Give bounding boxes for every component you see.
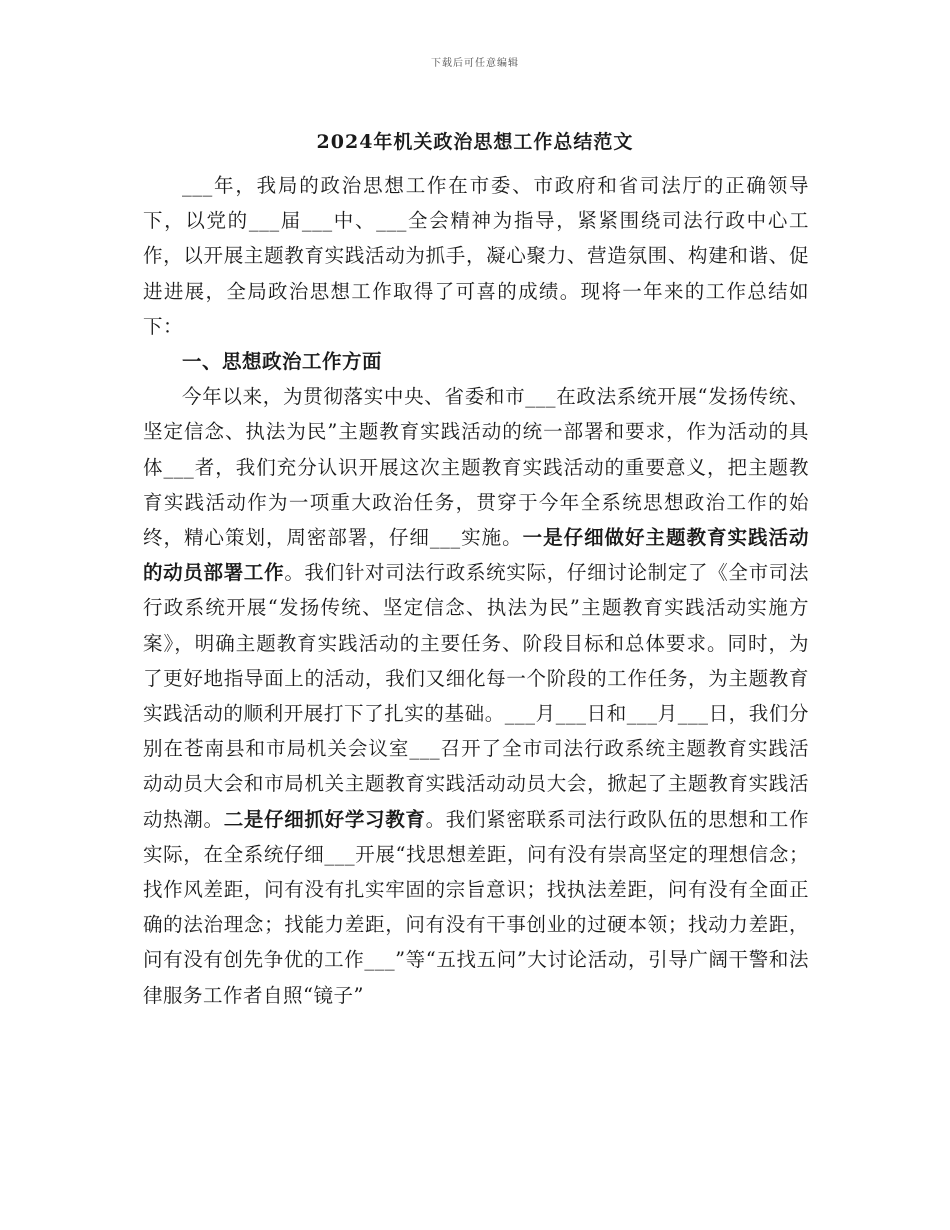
paragraph-text: 。我们紧密联系司法行政队伍的思想和工作实际，在全系统仔细___开展“找思想差距，问有没有崇高坚定的理想信念；找作风差距，问有没有扎实牢固的宗旨意识；找执法差距，问有没有全面正确的法治理念；找能力差距，问有没有干事创业的过硬本领；找动力差距，问有没有创先争优的工作___”等“五找五问”大讨论活动，引导广阔干警和法律服务工作者自照“镜子” <box>143 807 809 1007</box>
bold-point-two: 二是仔细抓好学习教育 <box>223 807 426 831</box>
document-body <box>143 168 809 1013</box>
paragraph-text: 。我们针对司法行政系统实际，仔细讨论制定了《全市司法行政系统开展“发扬传统、坚定信念、执法为民”主题教育实践活动实施方案》，明确主题教育实践活动的主要任务、阶段目标和总体要求。同时，为了更好地指导面上的活动，我们又细化每一个阶段的工作任务，为主题教育实践活动的顺利开展打下了扎实的基础。___月___日和___月___日，我们分别在苍南县和市局机关会议室___召开了全市司法行政系统主题教育实践活动动员大会和市局机关主题教育实践活动动员大会，掀起了主题教育实践活动热潮。 <box>143 561 809 831</box>
document-title: 2024年机关政治思想工作总结范文 <box>316 131 634 153</box>
page-header-note: 下载后可任意编辑 <box>431 58 519 69</box>
section-heading: 一、思想政治工作方面 <box>182 350 383 374</box>
paragraph-text: 今年以来，为贯彻落实中央、省委和市___在政法系统开展“发扬传统、坚定信念、执法为民”主题教育实践活动的统一部署和要求，作为活动的具体___者，我们充分认识开展这次主题教育实践活动的重要意义，把主题教育实践活动作为一项重大政治任务，贯穿于今年全系统思想政治工作的始终，精心策划，周密部署，仔细___实施。 <box>143 385 809 550</box>
intro-paragraph: ___年，我局的政治思想工作在市委、市政府和省司法厅的正确领导下，以党的___届___中、___全会精神为指导，紧紧围绕司法行政中心工作，以开展主题教育实践活动为抓手，凝心聚力、营造氛围、构建和谐、促进进展，全局政治思想工作取得了可喜的成绩。现将一年来的工作总结如下： <box>143 174 809 338</box>
bold-point-one: 一是仔细做好主题教育实践活动的动员部署工作 <box>143 526 809 585</box>
body-paragraph <box>143 379 809 1013</box>
